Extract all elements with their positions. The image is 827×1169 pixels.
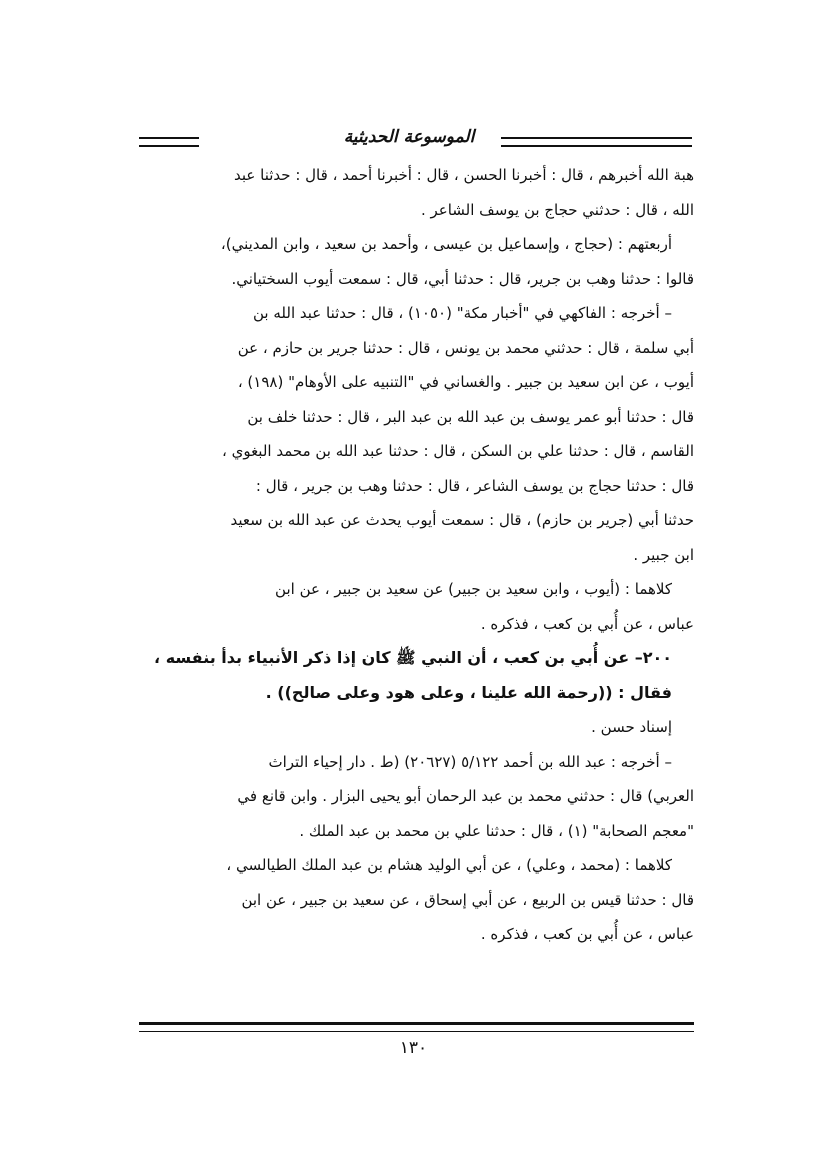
text-line: القاسم ، قال : حدثنا علي بن السكن ، قال : حدثنا عبد الله بن محمد البغوي ، — [221, 442, 694, 460]
text-line: – أخرجه : عبد الله بن أحمد ٥/١٢٢ (٢٠٦٢٧) (ط . دار إحياء التراث — [268, 752, 672, 771]
text-line: إسناد حسن . — [591, 718, 672, 736]
text-line: قال : حدثنا قيس بن الربيع ، عن أبي إسحاق ، عن سعيد بن جبير ، عن ابن — [241, 890, 694, 909]
header-rule-right — [501, 137, 692, 147]
text-line: ابن جبير . — [633, 545, 694, 564]
text-line: أيوب ، عن ابن سعيد بن جبير . والغساني في "التنبيه على الأوهام" (١٩٨) ، — [237, 373, 694, 391]
text-line: قال : حدثنا أبو عمر يوسف بن عبد الله بن عبد البر ، قال : حدثنا خلف بن — [247, 407, 694, 426]
text-line: كلاهما : (أيوب ، وابن سعيد بن جبير) عن سعيد بن جبير ، عن ابن — [275, 580, 672, 598]
page-number: ١٣٠ — [399, 1038, 428, 1058]
text-line: هبة الله أخبرهم ، قال : أخبرنا الحسن ، قال : أخبرنا أحمد ، قال : حدثنا عبد — [234, 166, 694, 184]
text-line: – أخرجه : الفاكهي في "أخبار مكة" (١٠٥٠) ، قال : حدثنا عبد الله بن — [253, 304, 672, 322]
text-line: قالوا : حدثنا وهب بن جرير، قال : حدثنا أبي، قال : سمعت أيوب السختياني. — [231, 269, 694, 288]
text-line: قال : حدثنا حجاج بن يوسف الشاعر ، قال : حدثنا وهب بن جرير ، قال : — [255, 476, 694, 495]
text-line: "معجم الصحابة" (١) ، قال : حدثنا علي بن محمد بن عبد الملك . — [299, 821, 694, 840]
hadith-heading: ٢٠٠– عن أُبي بن كعب ، أن النبي ﷺ كان إذا ذكر الأنبياء بدأ بنفسه ، — [154, 648, 672, 667]
page-body — [139, 158, 694, 952]
text-line: العربي) قال : حدثني محمد بن عبد الرحمان أبو يحيى البزار . وابن قانع في — [237, 787, 694, 805]
hadith-heading: فقال : ((رحمة الله علينا ، وعلى هود وعلى صالح)) . — [265, 682, 672, 702]
text-line: أربعتهم : (حجاج ، وإسماعيل بن عيسى ، وأحمد بن سعيد ، وابن المديني)، — [220, 235, 672, 253]
header-title: الموسوعة الحديثية — [343, 127, 475, 147]
text-line: عباس ، عن أُبي بن كعب ، فذكره . — [480, 614, 694, 633]
header-rule-left — [139, 137, 199, 147]
running-header — [139, 127, 692, 151]
text-line: كلاهما : (محمد ، وعلي) ، عن أبي الوليد هشام بن عبد الملك الطيالسي ، — [226, 856, 672, 874]
text-line: حدثنا أبي (جرير بن حازم) ، قال : سمعت أيوب يحدث عن عبد الله بن سعيد — [230, 511, 694, 529]
text-line: عباس ، عن أُبي بن كعب ، فذكره . — [480, 925, 694, 943]
text-line: الله ، قال : حدثني حجاج بن يوسف الشاعر . — [420, 200, 694, 219]
text-line: أبي سلمة ، قال : حدثني محمد بن يونس ، قال : حدثنا جرير بن حازم ، عن — [237, 338, 694, 357]
footer-rule — [139, 1022, 694, 1032]
